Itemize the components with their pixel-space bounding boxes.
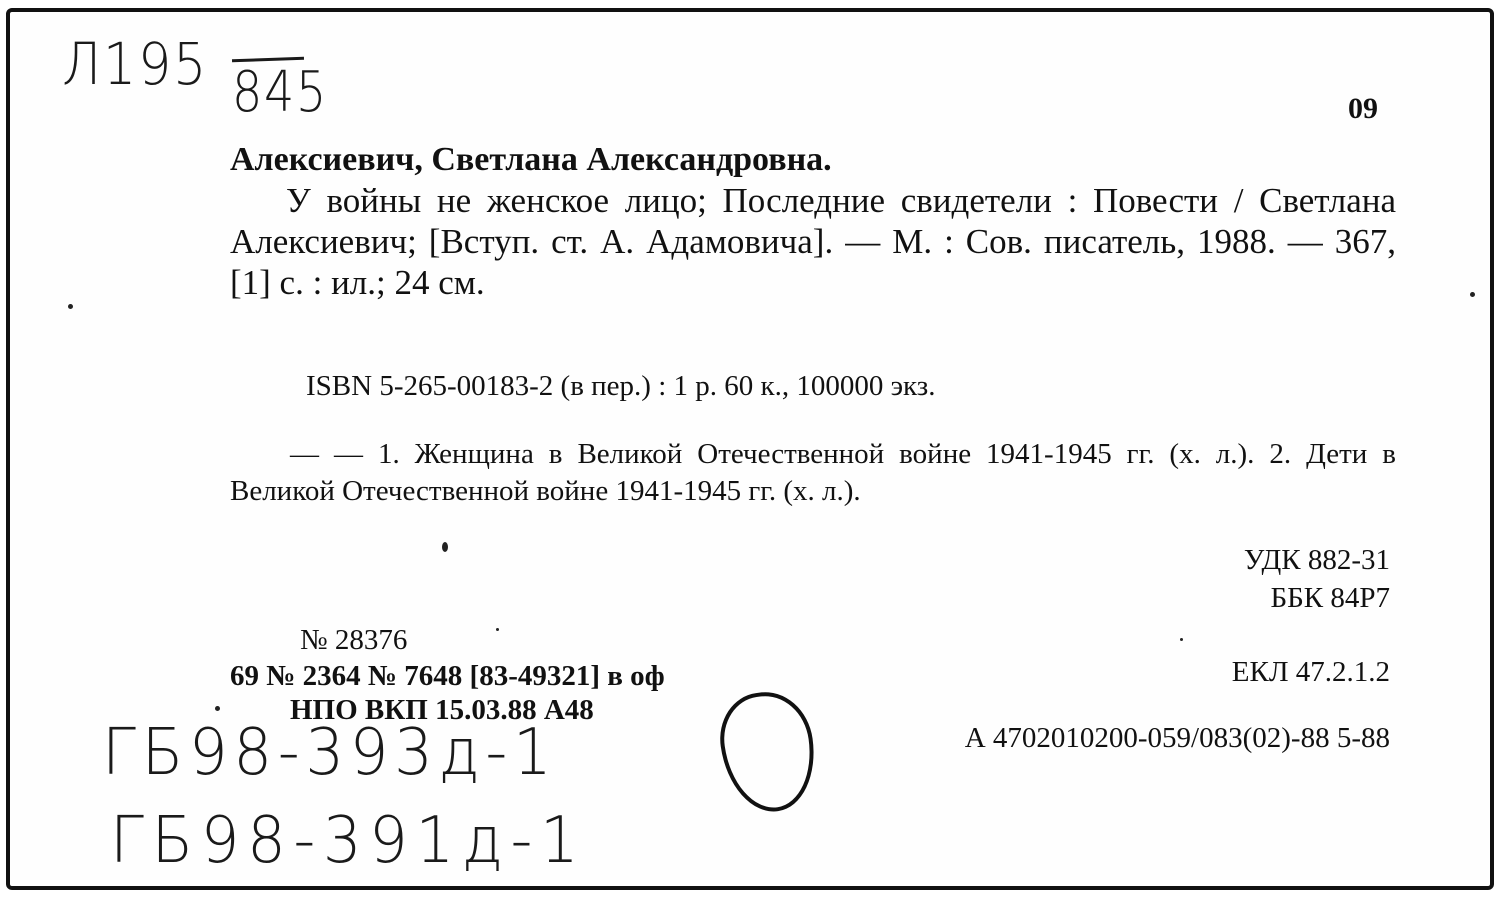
handwritten-shelf-number: 845	[232, 60, 328, 125]
isbn-line: ISBN 5-265-00183-2 (в пер.) : 1 р. 60 к., 100000 экз.	[306, 370, 936, 402]
udk-index: УДК 882-31	[1243, 544, 1390, 576]
corner-mark: 09	[1348, 92, 1378, 125]
speck	[496, 628, 499, 631]
author-heading: Алексиевич, Светлана Александровна.	[230, 141, 832, 178]
ekl-code: ЕКЛ 47.2.1.2	[1231, 656, 1390, 688]
bibliographic-description: У войны не женское лицо; Последние свидетели : Повести / Светлана Алексиевич; [Вступ. ст. А. Адамовича]. — М. : Сов. писатель, 1988. — 367,[1] с. : ил.; 24 см.	[230, 181, 1396, 302]
handwritten-accession-number-2: ГБ98-391д-1	[110, 804, 587, 878]
subject-headings: — — 1. Женщина в Великой Отечественной войне 1941-1945 гг. (х. л.). 2. Дети в Великой Отечественной войне 1941-1945 гг. (х. л.).	[230, 438, 1396, 507]
speck	[442, 542, 448, 552]
speck	[215, 706, 220, 711]
print-info-line-1: 69 № 2364 № 7648 [83-49321] в оф	[230, 660, 665, 692]
handwritten-accession-number-1: ГБ98-393д-1	[102, 716, 558, 790]
speck	[68, 304, 73, 309]
speck	[1180, 638, 1183, 641]
catalog-card	[6, 8, 1494, 890]
punch-hole-mark	[714, 686, 822, 818]
speck	[1470, 292, 1475, 297]
handwritten-call-number: Л195	[62, 30, 209, 98]
order-number: № 28376	[300, 624, 408, 656]
publisher-code: А 4702010200-059/083(02)-88 5-88	[964, 722, 1390, 754]
bbk-index: ББК 84Р7	[1270, 582, 1390, 614]
print-info-line-2: НПО ВКП 15.03.88 А48	[290, 694, 594, 726]
